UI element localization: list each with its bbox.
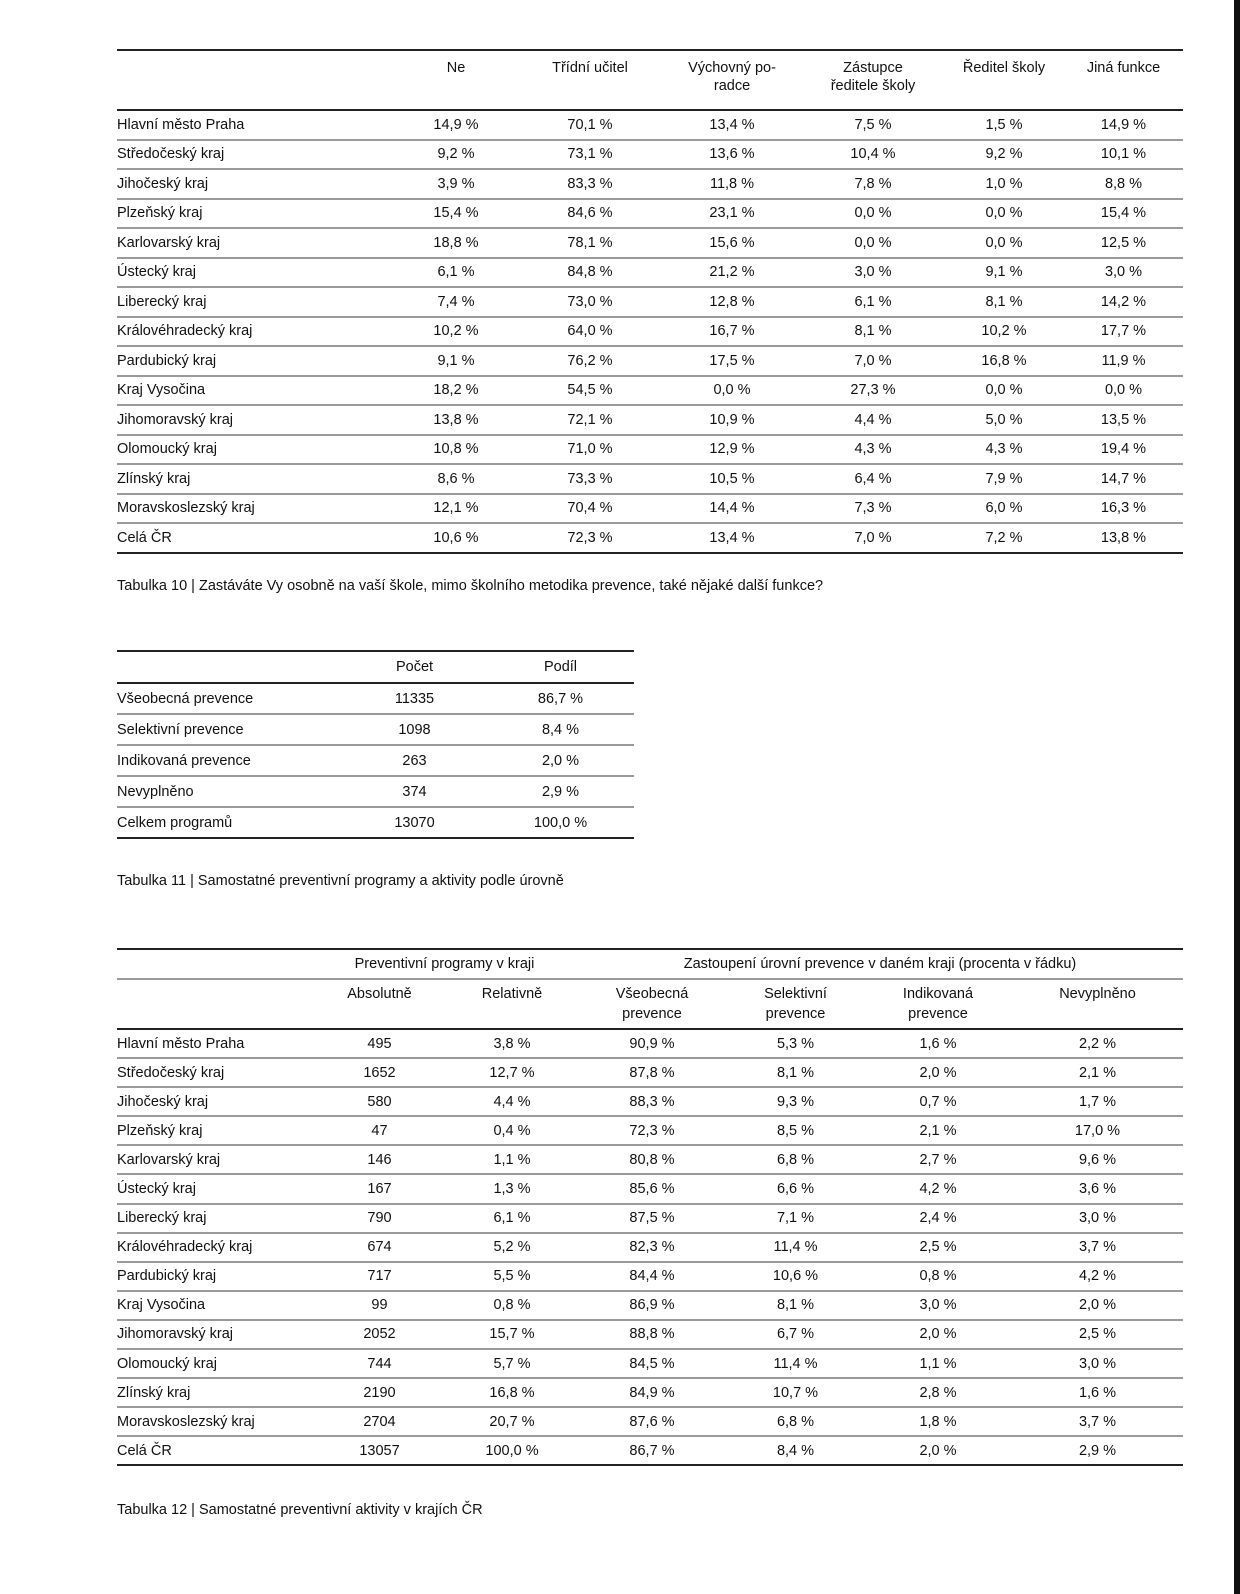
table-10-row [117, 317, 1183, 347]
table-12-cell: 1,6 % [1012, 1378, 1183, 1407]
table-10-cell: 8,1 % [944, 287, 1064, 317]
table-12-cell: 4,4 % [447, 1087, 577, 1116]
table-12-cell: 9,6 % [1012, 1145, 1183, 1174]
table-10-cell: 9,2 % [394, 140, 518, 170]
table-10-cell: 72,3 % [567, 529, 613, 546]
table-11-cell: 374 [342, 776, 487, 807]
table-11-cell: 86,7 % [487, 683, 634, 714]
table-12-body [117, 1029, 1183, 1465]
table-10-row [117, 258, 1183, 288]
table-12-cell: 2,1 % [864, 1116, 1012, 1145]
table-10-cell: 10,9 % [662, 405, 802, 435]
table-10-cell: 84,6 % [518, 199, 662, 229]
table-12-row [117, 1116, 1183, 1145]
table-12-row-label: Karlovarský kraj [117, 1145, 312, 1174]
table-12-row-label: Kraj Vysočina [117, 1291, 312, 1320]
table-10-cell: 3,9 % [394, 169, 518, 199]
table-12-row-label: Zlínský kraj [117, 1378, 312, 1407]
table-12-cell: 495 [312, 1029, 447, 1058]
table-12-header-row [117, 979, 1183, 1029]
table-10-cell: 10,5 % [662, 464, 802, 494]
table-11-caption: Tabulka 11 | Samostatné preventivní programy a aktivity podle úrovně [117, 873, 564, 889]
table-10-cell: 14,4 % [662, 494, 802, 524]
table-12-cell: 2,0 % [1012, 1291, 1183, 1320]
table-12-cell: 7,1 % [727, 1204, 864, 1233]
table-10-cell: 16,3 % [1064, 494, 1183, 524]
table-10-col-reditel-skoly: Ředitel školy [944, 50, 1064, 110]
table-12-cell: 90,9 % [577, 1029, 727, 1058]
table-12-cell: 1,1 % [864, 1349, 1012, 1378]
table-10-cell: 78,1 % [518, 228, 662, 258]
table-12-row-label: Moravskoslezský kraj [117, 1407, 312, 1436]
page-edge-rule [1234, 0, 1240, 1594]
table-10-cell: 16,7 % [662, 317, 802, 347]
table-12-cell: 87,5 % [577, 1204, 727, 1233]
table-10-row-label: Královéhradecký kraj [117, 317, 394, 347]
table-12-cell: 580 [312, 1087, 447, 1116]
table-12-col-nevyplneno: Nevyplněno [1012, 979, 1183, 1029]
table-12-cell: 1,1 % [447, 1145, 577, 1174]
table-12-cell: 80,8 % [577, 1145, 727, 1174]
table-12-cell: 0,7 % [864, 1087, 1012, 1116]
table-12-cell: 82,3 % [577, 1233, 727, 1262]
table-11 [117, 650, 634, 839]
table-12-cell: 6,6 % [727, 1174, 864, 1203]
table-12-group-blank [117, 949, 312, 979]
table-12-cell: 2052 [312, 1320, 447, 1349]
table-10-cell: 10,1 % [1064, 140, 1183, 170]
table-12-row-label: Středočeský kraj [117, 1058, 312, 1087]
table-12-cell: 2,4 % [864, 1204, 1012, 1233]
table-12-row [117, 1058, 1183, 1087]
table-10-cell: 4,3 % [802, 435, 944, 465]
table-12-col-selektivni: Selektivní prevence [727, 979, 864, 1029]
table-10-row [117, 376, 1183, 406]
table-12-cell: 4,2 % [1012, 1262, 1183, 1291]
table-10-row-label: Jihočeský kraj [117, 169, 394, 199]
table-10-row-label: Pardubický kraj [117, 346, 394, 376]
table-10-cell: 83,3 % [518, 169, 662, 199]
table-12-cell: 744 [312, 1349, 447, 1378]
table-12-cell: 84,5 % [577, 1349, 727, 1378]
table-12-cell: 3,0 % [1012, 1349, 1183, 1378]
table-12-cell: 6,7 % [727, 1320, 864, 1349]
table-12-cell: 1,7 % [1012, 1087, 1183, 1116]
table-10-cell: 15,6 % [662, 228, 802, 258]
table-12-cell: 72,3 % [577, 1116, 727, 1145]
table-10-cell: 13,8 % [394, 405, 518, 435]
table-10-cell: 4,3 % [944, 435, 1064, 465]
table-11-cell: 100,0 % [533, 814, 588, 831]
table-10-cell: 7,3 % [802, 494, 944, 524]
table-10-cell: 17,5 % [662, 346, 802, 376]
table-10-row [117, 523, 1183, 553]
table-10-cell: 9,1 % [944, 258, 1064, 288]
table-12-row [117, 1378, 1183, 1407]
table-10-row-label: Olomoucký kraj [117, 435, 394, 465]
table-10-row [117, 464, 1183, 494]
table-10-cell: 0,0 % [1064, 376, 1183, 406]
table-12-cell: 2704 [312, 1407, 447, 1436]
table-12-cell: 2,7 % [864, 1145, 1012, 1174]
table-12-row-label: Hlavní město Praha [117, 1029, 312, 1058]
table-11-cell: 2,0 % [487, 745, 634, 776]
table-12-cell: 17,0 % [1012, 1116, 1183, 1145]
table-10-cell: 0,0 % [662, 376, 802, 406]
table-10-cell: 10,2 % [944, 317, 1064, 347]
table-10-cell: 27,3 % [802, 376, 944, 406]
table-12-cell: 88,8 % [577, 1320, 727, 1349]
table-12-cell: 13057 [359, 1442, 400, 1459]
table-10-cell: 70,4 % [518, 494, 662, 524]
table-11-row [117, 683, 634, 714]
table-10-cell: 0,0 % [944, 199, 1064, 229]
table-10-cell: 7,9 % [944, 464, 1064, 494]
table-10-col-tridni-ucitel: Třídní učitel [518, 50, 662, 110]
table-11-col-pocet: Počet [342, 651, 487, 683]
table-10-row [117, 228, 1183, 258]
table-12-cell: 790 [312, 1204, 447, 1233]
table-10-row-label: Kraj Vysočina [117, 376, 394, 406]
table-12-cell: 3,8 % [447, 1029, 577, 1058]
table-10-row [117, 346, 1183, 376]
table-11-row [117, 745, 634, 776]
table-12-row-label: Jihomoravský kraj [117, 1320, 312, 1349]
table-10-row [117, 494, 1183, 524]
table-12-cell: 2,5 % [1012, 1320, 1183, 1349]
table-10-row [117, 110, 1183, 140]
table-10-caption: Tabulka 10 | Zastáváte Vy osobně na vaší škole, mimo školního metodika prevence, také nějaké další funkce? [117, 578, 824, 594]
table-12-cell: 99 [312, 1291, 447, 1320]
table-12-cell: 3,7 % [1012, 1407, 1183, 1436]
table-10-cell: 14,9 % [394, 110, 518, 140]
table-12-cell: 3,0 % [1012, 1204, 1183, 1233]
table-12-cell: 717 [312, 1262, 447, 1291]
table-10-cell: 7,4 % [394, 287, 518, 317]
table-10-cell: 3,0 % [802, 258, 944, 288]
table-10-cell: 72,1 % [518, 405, 662, 435]
table-10-cell: 73,3 % [518, 464, 662, 494]
table-12-cell: 4,2 % [864, 1174, 1012, 1203]
table-12-cell: 1,6 % [864, 1029, 1012, 1058]
table-10-cell: 23,1 % [662, 199, 802, 229]
table-10-row [117, 405, 1183, 435]
table-12-cell: 3,6 % [1012, 1174, 1183, 1203]
table-12-cell: 3,7 % [1012, 1233, 1183, 1262]
table-11-cell: 13070 [394, 814, 435, 831]
table-10-cell: 1,5 % [944, 110, 1064, 140]
table-12-row [117, 1233, 1183, 1262]
table-10-cell: 73,0 % [518, 287, 662, 317]
table-10-row-label: Celá ČR [117, 529, 172, 546]
table-12-cell: 6,1 % [447, 1204, 577, 1233]
table-12-cell: 8,1 % [727, 1291, 864, 1320]
table-10-row [117, 140, 1183, 170]
table-10-cell: 54,5 % [518, 376, 662, 406]
table-10-row-label: Zlínský kraj [117, 464, 394, 494]
table-12-cell: 100,0 % [485, 1442, 539, 1459]
table-10-row-label: Jihomoravský kraj [117, 405, 394, 435]
table-11-row-label: Indikovaná prevence [117, 745, 342, 776]
table-10-cell: 19,4 % [1064, 435, 1183, 465]
table-10-row [117, 287, 1183, 317]
table-12-row [117, 1291, 1183, 1320]
table-12-cell: 9,3 % [727, 1087, 864, 1116]
table-10-cell: 6,1 % [802, 287, 944, 317]
table-12-row [117, 1262, 1183, 1291]
table-12-cell: 6,8 % [727, 1145, 864, 1174]
table-10-cell: 70,1 % [518, 110, 662, 140]
table-12-cell: 2,5 % [864, 1233, 1012, 1262]
table-12-group-header-row [117, 949, 1183, 979]
table-12-header-blank [117, 979, 312, 1029]
table-11-row-label: Všeobecná prevence [117, 683, 342, 714]
table-12-col-indikovana: Indikovaná prevence [864, 979, 1012, 1029]
table-10-cell: 73,1 % [518, 140, 662, 170]
table-10-cell: 10,8 % [394, 435, 518, 465]
table-10-row-label: Karlovarský kraj [117, 228, 394, 258]
table-10-cell: 11,8 % [662, 169, 802, 199]
table-10-header-row [117, 50, 1183, 110]
table-10-col-zastupce-reditele: Zástupce ředitele školy [802, 50, 944, 110]
table-10-cell: 84,8 % [518, 258, 662, 288]
table-12-cell: 3,0 % [864, 1291, 1012, 1320]
table-12-cell: 86,7 % [629, 1442, 675, 1459]
table-10-cell: 16,8 % [944, 346, 1064, 376]
table-10-cell: 13,4 % [662, 110, 802, 140]
table-10-cell: 1,0 % [944, 169, 1064, 199]
table-12-row-label: Pardubický kraj [117, 1262, 312, 1291]
table-12-row [117, 1145, 1183, 1174]
table-12-cell: 2,0 % [864, 1320, 1012, 1349]
table-10-cell: 6,4 % [802, 464, 944, 494]
table-12-row [117, 1029, 1183, 1058]
table-10-header-blank [117, 50, 394, 110]
table-12-cell: 167 [312, 1174, 447, 1203]
table-11-cell: 8,4 % [487, 714, 634, 745]
table-12-cell: 8,4 % [776, 1442, 815, 1459]
table-11-cell: 263 [342, 745, 487, 776]
table-12-cell: 87,6 % [577, 1407, 727, 1436]
table-10-cell: 9,2 % [944, 140, 1064, 170]
table-12-cell: 1,3 % [447, 1174, 577, 1203]
table-12-cell: 2,0 % [919, 1442, 957, 1459]
table-10-cell: 3,0 % [1064, 258, 1183, 288]
table-10-cell: 6,1 % [394, 258, 518, 288]
table-11-row [117, 807, 634, 838]
table-12-row-label: Královéhradecký kraj [117, 1233, 312, 1262]
table-12-cell: 10,7 % [727, 1378, 864, 1407]
table-10-cell: 0,0 % [802, 228, 944, 258]
table-11-row-label: Celkem programů [117, 814, 233, 831]
table-12 [117, 948, 1183, 1466]
table-11-header-row [117, 651, 634, 683]
table-12-row [117, 1087, 1183, 1116]
table-10-cell: 15,4 % [1064, 199, 1183, 229]
table-10-cell: 13,8 % [1100, 529, 1147, 546]
table-10-row-label: Ústecký kraj [117, 258, 394, 288]
table-12-cell: 11,4 % [727, 1233, 864, 1262]
table-12-cell: 84,4 % [577, 1262, 727, 1291]
table-12-cell: 15,7 % [447, 1320, 577, 1349]
table-12-row-label: Jihočeský kraj [117, 1087, 312, 1116]
table-12-cell: 1,8 % [864, 1407, 1012, 1436]
table-12-row [117, 1174, 1183, 1203]
table-10-col-vychovny-poradce: Výchovný po- radce [662, 50, 802, 110]
table-10-row [117, 199, 1183, 229]
table-12-cell: 47 [312, 1116, 447, 1145]
table-10-row-label: Hlavní město Praha [117, 110, 394, 140]
table-10-cell: 14,9 % [1064, 110, 1183, 140]
table-10-row-label: Plzeňský kraj [117, 199, 394, 229]
table-10-row-label: Liberecký kraj [117, 287, 394, 317]
table-10-cell: 0,0 % [944, 376, 1064, 406]
table-12-row [117, 1436, 1183, 1465]
table-11-cell: 2,9 % [487, 776, 634, 807]
table-10-row-label: Moravskoslezský kraj [117, 494, 394, 524]
table-10 [117, 49, 1183, 554]
table-12-row [117, 1349, 1183, 1378]
table-12-row-label: Celá ČR [117, 1442, 172, 1459]
table-12-cell: 5,2 % [447, 1233, 577, 1262]
table-12-col-vseobecna: Všeobecná prevence [577, 979, 727, 1029]
table-10-cell: 11,9 % [1064, 346, 1183, 376]
table-10-cell: 8,1 % [802, 317, 944, 347]
table-10-cell: 9,1 % [394, 346, 518, 376]
table-10-cell: 13,5 % [1064, 405, 1183, 435]
table-10-cell: 14,7 % [1064, 464, 1183, 494]
table-10-cell: 12,1 % [394, 494, 518, 524]
table-12-cell: 5,3 % [727, 1029, 864, 1058]
table-10-col-ne: Ne [394, 50, 518, 110]
table-10-cell: 7,0 % [854, 529, 892, 546]
table-12-cell: 20,7 % [447, 1407, 577, 1436]
table-12-cell: 8,5 % [727, 1116, 864, 1145]
table-12-row-label: Liberecký kraj [117, 1204, 312, 1233]
table-11-cell: 11335 [342, 683, 487, 714]
table-12-cell: 2,9 % [1078, 1442, 1117, 1459]
table-10-cell: 0,0 % [802, 199, 944, 229]
table-12-row-label: Plzeňský kraj [117, 1116, 312, 1145]
table-12-cell: 0,8 % [864, 1262, 1012, 1291]
table-12-cell: 2,2 % [1012, 1029, 1183, 1058]
table-12-row [117, 1320, 1183, 1349]
table-12-group-zastoupeni-urovni: Zastoupení úrovní prevence v daném kraji (procenta v řádku) [577, 949, 1183, 979]
table-12-cell: 87,8 % [577, 1058, 727, 1087]
table-11-header-blank [117, 651, 342, 683]
table-12-row [117, 1407, 1183, 1436]
table-10-cell: 12,8 % [662, 287, 802, 317]
table-12-cell: 8,1 % [727, 1058, 864, 1087]
table-10-cell: 13,6 % [662, 140, 802, 170]
table-10-cell: 8,6 % [394, 464, 518, 494]
table-12-cell: 5,5 % [447, 1262, 577, 1291]
table-12-cell: 674 [312, 1233, 447, 1262]
table-12-row-label: Olomoucký kraj [117, 1349, 312, 1378]
table-12-row-label: Ústecký kraj [117, 1174, 312, 1203]
table-10-cell: 5,0 % [944, 405, 1064, 435]
table-11-cell: 1098 [342, 714, 487, 745]
table-11-row-label: Selektivní prevence [117, 714, 342, 745]
table-10-cell: 8,8 % [1064, 169, 1183, 199]
table-10-cell: 64,0 % [518, 317, 662, 347]
table-10-cell: 6,0 % [944, 494, 1064, 524]
table-11-row [117, 776, 634, 807]
table-10-row-label: Středočeský kraj [117, 140, 394, 170]
table-10-cell: 13,4 % [709, 529, 755, 546]
table-12-caption: Tabulka 12 | Samostatné preventivní aktivity v krajích ČR [117, 1502, 483, 1518]
table-12-cell: 146 [312, 1145, 447, 1174]
table-12-col-relativne: Relativně [447, 979, 577, 1029]
table-12-cell: 1652 [312, 1058, 447, 1087]
table-10-row [117, 435, 1183, 465]
table-12-cell: 2190 [312, 1378, 447, 1407]
table-10-cell: 14,2 % [1064, 287, 1183, 317]
table-12-group-preventivni-programy: Preventivní programy v kraji [312, 949, 577, 979]
table-10-cell: 12,5 % [1064, 228, 1183, 258]
table-12-cell: 88,3 % [577, 1087, 727, 1116]
table-12-cell: 2,8 % [864, 1378, 1012, 1407]
table-12-cell: 84,9 % [577, 1378, 727, 1407]
table-12-col-absolutne: Absolutně [312, 979, 447, 1029]
table-10-cell: 7,8 % [802, 169, 944, 199]
table-10-body [117, 110, 1183, 553]
table-12-cell: 16,8 % [447, 1378, 577, 1407]
table-10-cell: 7,2 % [985, 529, 1023, 546]
table-10-cell: 21,2 % [662, 258, 802, 288]
table-12-cell: 6,8 % [727, 1407, 864, 1436]
table-12-cell: 5,7 % [447, 1349, 577, 1378]
table-12-cell: 2,0 % [864, 1058, 1012, 1087]
table-12-cell: 0,8 % [447, 1291, 577, 1320]
table-12-cell: 12,7 % [447, 1058, 577, 1087]
table-12-cell: 0,4 % [447, 1116, 577, 1145]
table-10-cell: 7,5 % [802, 110, 944, 140]
table-12-cell: 85,6 % [577, 1174, 727, 1203]
table-11-row-label: Nevyplněno [117, 776, 342, 807]
table-12-cell: 10,6 % [727, 1262, 864, 1291]
table-10-cell: 7,0 % [802, 346, 944, 376]
table-12-row [117, 1204, 1183, 1233]
table-11-col-podil: Podíl [487, 651, 634, 683]
table-10-cell: 0,0 % [944, 228, 1064, 258]
table-11-body [117, 683, 634, 838]
table-10-cell: 4,4 % [802, 405, 944, 435]
table-10-cell: 10,4 % [802, 140, 944, 170]
table-12-cell: 2,1 % [1012, 1058, 1183, 1087]
table-11-row [117, 714, 634, 745]
table-10-cell: 10,2 % [394, 317, 518, 347]
table-12-cell: 11,4 % [727, 1349, 864, 1378]
table-12-cell: 86,9 % [577, 1291, 727, 1320]
table-10-row [117, 169, 1183, 199]
table-10-cell: 18,8 % [394, 228, 518, 258]
table-10-cell: 12,9 % [662, 435, 802, 465]
table-10-cell: 17,7 % [1064, 317, 1183, 347]
table-10-cell: 18,2 % [394, 376, 518, 406]
table-10-col-jina-funkce: Jiná funkce [1064, 50, 1183, 110]
table-10-cell: 76,2 % [518, 346, 662, 376]
table-10-cell: 15,4 % [394, 199, 518, 229]
table-10-cell: 71,0 % [518, 435, 662, 465]
table-10-cell: 10,6 % [433, 529, 479, 546]
